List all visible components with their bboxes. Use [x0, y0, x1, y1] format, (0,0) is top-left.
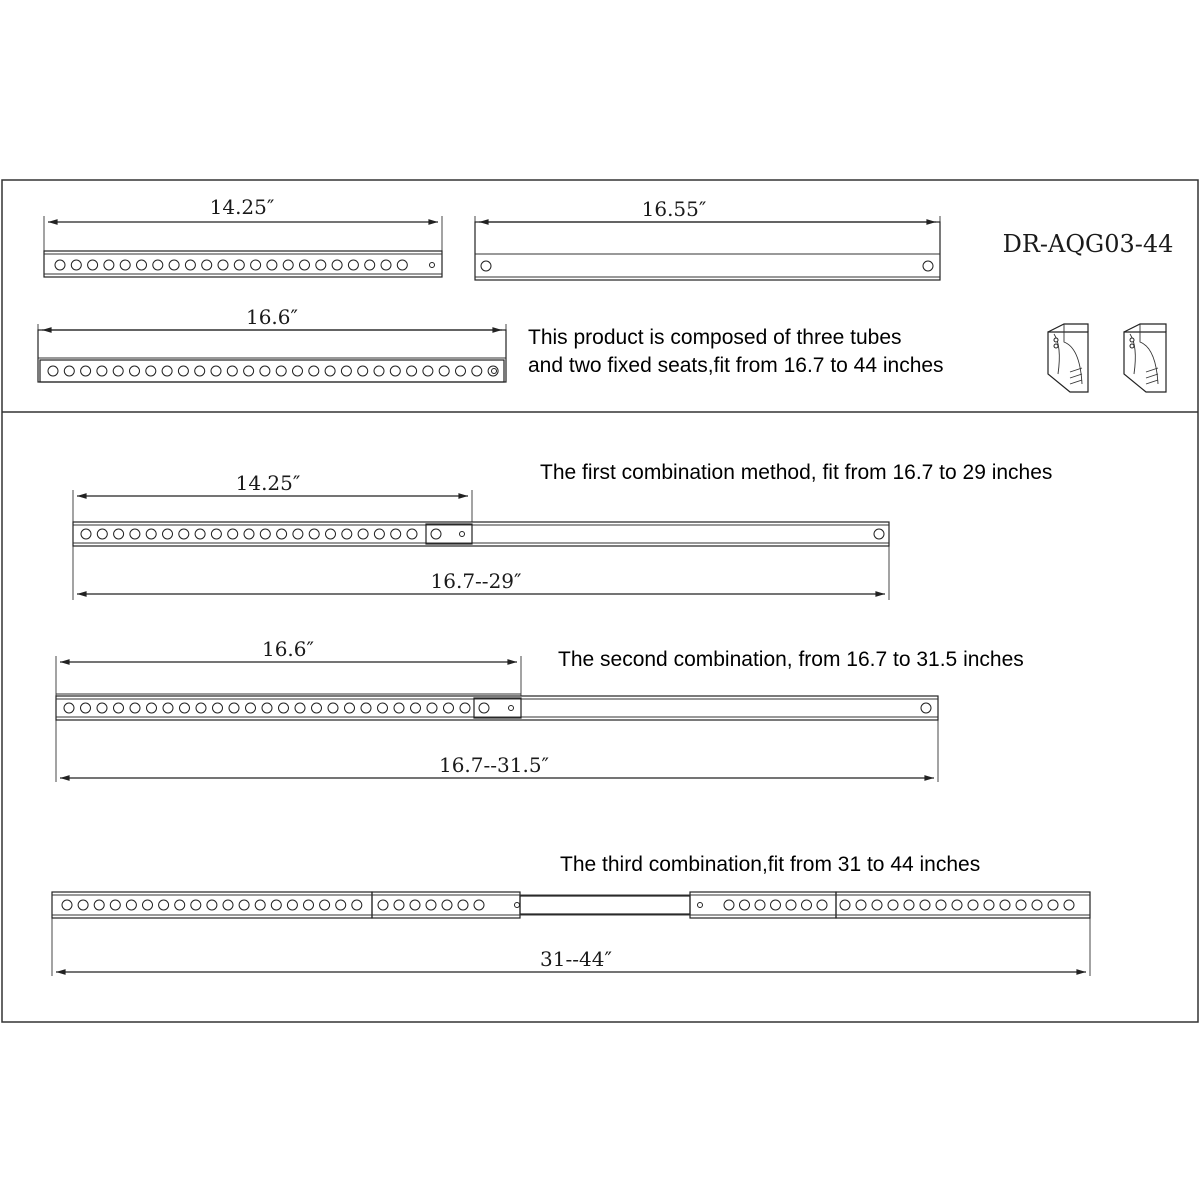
tube-hole — [202, 260, 212, 270]
combination-3-title: The third combination,fit from 31 to 44 inches — [560, 853, 981, 876]
tube-hole — [185, 260, 195, 270]
tube-hole — [358, 529, 368, 539]
tube-hole — [163, 529, 173, 539]
tube-hole — [78, 900, 88, 910]
tube-hole — [361, 703, 371, 713]
tube-hole — [180, 703, 190, 713]
tube-hole — [348, 260, 358, 270]
tube-hole — [1016, 900, 1026, 910]
tube-hole — [802, 900, 812, 910]
tube-hole — [391, 529, 401, 539]
tube-hole — [293, 529, 303, 539]
combination-3-assembly — [52, 892, 1090, 976]
tube-hole — [162, 366, 172, 376]
tube-hole — [244, 366, 254, 376]
tube-hole — [326, 529, 336, 539]
tube-hole — [159, 900, 169, 910]
tube-hole — [904, 900, 914, 910]
description-line-1: This product is composed of three tubes — [528, 326, 902, 349]
fixed-seat-icon — [1124, 324, 1166, 392]
tube-hole — [271, 900, 281, 910]
tube-hole — [246, 703, 256, 713]
tube-hole — [328, 703, 338, 713]
tube-hole — [191, 900, 201, 910]
tube-hole — [300, 260, 310, 270]
tube-hole — [255, 900, 265, 910]
tube-hole — [352, 900, 362, 910]
combination-3-range-dimension: 31--44″ — [540, 947, 612, 971]
tube-hole — [175, 900, 185, 910]
combination-1-title: The first combination method, fit from 16.7 to 29 inches — [540, 461, 1053, 484]
tube-hole — [410, 900, 420, 910]
tube-hole — [211, 529, 221, 539]
tube-hole — [195, 529, 205, 539]
combination-2-title: The second combination, from 16.7 to 31.5 inches — [558, 648, 1024, 671]
tube-hole — [147, 703, 157, 713]
tube-hole — [55, 260, 65, 270]
tube-hole — [277, 529, 287, 539]
tube-hole — [984, 900, 994, 910]
tube-hole — [394, 703, 404, 713]
tube-hole — [283, 260, 293, 270]
tube-hole — [262, 703, 272, 713]
tube-hole — [260, 366, 270, 376]
tube-hole — [840, 900, 850, 910]
tube-hole — [342, 529, 352, 539]
tube-hole — [213, 703, 223, 713]
tube-hole — [81, 703, 91, 713]
tube-hole — [244, 529, 254, 539]
combination-1-range-dimension: 16.7--29″ — [430, 569, 522, 593]
tube-hole — [196, 703, 206, 713]
tube-hole — [178, 366, 188, 376]
tube-hole — [146, 366, 156, 376]
tube-hole — [218, 260, 228, 270]
tube-hole — [316, 260, 326, 270]
tube-hole — [169, 260, 179, 270]
tube-hole — [1000, 900, 1010, 910]
tube-hole — [64, 703, 74, 713]
tube-hole — [163, 703, 173, 713]
tube-hole — [786, 900, 796, 910]
tube-1-dimension: 14.25″ — [209, 195, 275, 219]
tube-hole — [293, 366, 303, 376]
tube-hole — [130, 366, 140, 376]
tube-hole — [888, 900, 898, 910]
tube-hole — [97, 529, 107, 539]
tube-hole — [407, 366, 417, 376]
tube-hole — [110, 900, 120, 910]
tube-hole — [430, 263, 435, 268]
tube-hole — [952, 900, 962, 910]
tube-hole — [207, 900, 217, 910]
tube-hole — [104, 260, 114, 270]
tube-hole — [130, 529, 140, 539]
tube-hole — [195, 366, 205, 376]
tube-hole — [442, 900, 452, 910]
tube-hole — [97, 703, 107, 713]
tube-hole — [260, 529, 270, 539]
tube-hole — [114, 703, 124, 713]
tube-hole — [227, 366, 237, 376]
tube-hole — [336, 900, 346, 910]
description-line-2: and two fixed seats,fit from 16.7 to 44 inches — [528, 354, 944, 377]
combination-1-assembly — [73, 471, 889, 600]
tube-hole — [287, 900, 297, 910]
tube-hole — [143, 900, 153, 910]
tube-hole — [223, 900, 233, 910]
tube-hole — [309, 529, 319, 539]
tube-hole — [130, 703, 140, 713]
tube-hole — [81, 529, 91, 539]
tube-hole — [458, 900, 468, 910]
combination-2-tube-dimension: 16.6″ — [261, 637, 315, 661]
tube-hole — [279, 703, 289, 713]
tube-hole — [276, 366, 286, 376]
tube-hole — [374, 529, 384, 539]
tube-hole — [968, 900, 978, 910]
tube-hole — [378, 703, 388, 713]
tube-hole — [267, 260, 277, 270]
tube-hole — [439, 366, 449, 376]
combination-2-range-dimension: 16.7--31.5″ — [438, 753, 550, 777]
tube-hole — [113, 366, 123, 376]
tube-3-dimension: 16.6″ — [245, 305, 299, 329]
tube-hole — [460, 703, 470, 713]
tube-hole — [146, 529, 156, 539]
tube-1-part — [44, 195, 442, 277]
tube-hole — [390, 366, 400, 376]
tube-hole — [456, 366, 466, 376]
tube-hole — [755, 900, 765, 910]
tube-hole — [872, 900, 882, 910]
tube-hole — [427, 703, 437, 713]
tube-hole — [444, 703, 454, 713]
tube-hole — [426, 900, 436, 910]
tube-hole — [211, 366, 221, 376]
tube-hole — [345, 703, 355, 713]
tube-hole — [62, 900, 72, 910]
tube-hole — [771, 900, 781, 910]
tube-hole — [358, 366, 368, 376]
tube-hole — [114, 529, 124, 539]
tube-hole — [81, 366, 91, 376]
tube-hole — [320, 900, 330, 910]
tube-hole — [137, 260, 147, 270]
tube-hole — [423, 366, 433, 376]
tube-3-part — [38, 305, 506, 382]
tube-hole — [397, 260, 407, 270]
tube-hole — [251, 260, 261, 270]
tube-hole — [724, 900, 734, 910]
tube-hole — [48, 366, 58, 376]
tube-hole — [120, 260, 130, 270]
tube-hole — [179, 529, 189, 539]
tube-hole — [325, 366, 335, 376]
tube-hole — [1048, 900, 1058, 910]
tube-hole — [474, 900, 484, 910]
tube-hole — [381, 260, 391, 270]
tube-hole — [1064, 900, 1074, 910]
model-number: DR-AQG03-44 — [1002, 230, 1174, 258]
tube-hole — [332, 260, 342, 270]
tube-hole — [94, 900, 104, 910]
tube-hole — [378, 900, 388, 910]
tube-hole — [239, 900, 249, 910]
tube-hole — [229, 703, 239, 713]
tube-hole — [64, 366, 74, 376]
tube-hole — [374, 366, 384, 376]
tube-hole — [394, 900, 404, 910]
tube-hole — [407, 529, 417, 539]
combination-1-tube-dimension: 14.25″ — [235, 471, 301, 495]
tube-hole — [295, 703, 305, 713]
fixed-seat-icon — [1048, 324, 1088, 392]
tube-hole — [1032, 900, 1042, 910]
tube-hole — [740, 900, 750, 910]
tube-hole — [936, 900, 946, 910]
tube-hole — [71, 260, 81, 270]
tube-hole — [304, 900, 314, 910]
tube-hole — [312, 703, 322, 713]
tube-hole — [411, 703, 421, 713]
tube-2-dimension: 16.55″ — [641, 197, 707, 221]
tube-hole — [920, 900, 930, 910]
tube-hole — [341, 366, 351, 376]
tube-hole — [492, 369, 497, 374]
tube-hole — [365, 260, 375, 270]
tube-hole — [126, 900, 136, 910]
tube-hole — [228, 529, 238, 539]
tube-hole — [817, 900, 827, 910]
tube-hole — [97, 366, 107, 376]
tube-hole — [856, 900, 866, 910]
tube-hole — [88, 260, 98, 270]
tube-hole — [234, 260, 244, 270]
tube-hole — [309, 366, 319, 376]
tube-2-part — [475, 197, 940, 280]
tube-hole — [472, 366, 482, 376]
tube-hole — [153, 260, 163, 270]
